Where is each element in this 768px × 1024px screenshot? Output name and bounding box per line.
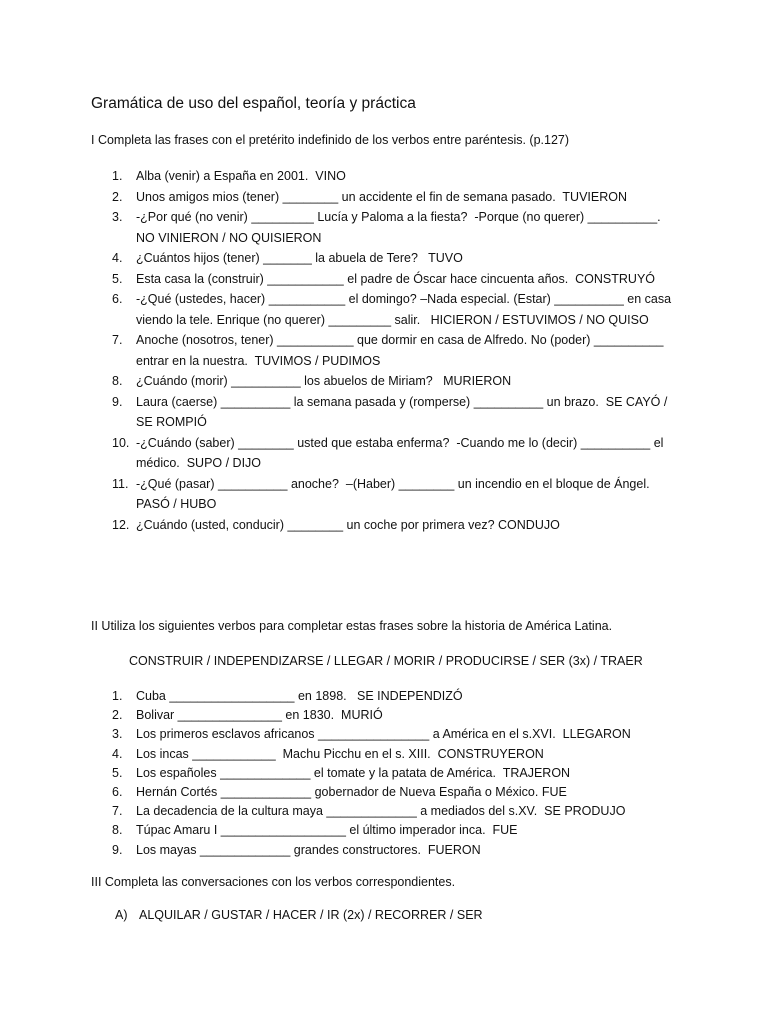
- list-item: 4. Los incas ____________ Machu Picchu en el s. XIII. CONSTRUYERON: [112, 746, 544, 761]
- verb-bank: CONSTRUIR / INDEPENDIZARSE / LLEGAR / MORIR / PRODUCIRSE / SER (3x) / TRAER: [129, 654, 643, 668]
- list-item: 10. -¿Cuándo (saber) ________ usted que estaba enferma? -Cuando me lo (decir) __________ el médico. SUPO / DIJO: [112, 435, 667, 470]
- list-item: 8. ¿Cuándo (morir) __________ los abuelos de Miriam? MURIERON: [112, 374, 512, 388]
- list-item: 3. Los primeros esclavos africanos ________________ a América en el s.XVI. LLEGARON: [112, 727, 631, 742]
- section-one-list: [112, 166, 677, 535]
- list-item: 9. Laura (caerse) __________ la semana pasada y (romperse) __________ un brazo. SE CAYÓ / SE ROMPIÓ: [112, 394, 671, 429]
- section-three-heading: III Completa las conversaciones con los verbos correspondientes.: [91, 875, 456, 889]
- list-item: 7. Anoche (nosotros, tener) ___________ que dormir en casa de Alfredo. No (poder) __________ entrar en la nuestra. TUVIMOS / PUDIMOS: [112, 333, 667, 368]
- list-item: 12. ¿Cuándo (usted, conducir) ________ un coche por primera vez? CONDUJO: [112, 517, 560, 532]
- list-item: 2. Unos amigos mios (tener) ________ un accidente el fin de semana pasado. TUVIERON: [112, 189, 628, 204]
- section-one-heading: I Completa las frases con el pretérito indefinido de los verbos entre paréntesis. (p.127): [91, 133, 570, 147]
- list-item: 2. Bolivar _______________ en 1830. MURIÓ: [112, 708, 383, 723]
- section-two-list: [112, 687, 677, 860]
- list-item: 6. Hernán Cortés _____________ gobernador de Nueva España o México. FUE: [112, 785, 567, 800]
- list-item: 5. Esta casa la (construir) ___________ el padre de Óscar hace cincuenta años. CONSTRUYÓ: [112, 271, 656, 286]
- list-item: 3. -¿Por qué (no venir) _________ Lucía y Paloma a la fiesta? -Porque (no querer) __________. NO VINIERON / NO QUISIERON: [112, 210, 665, 245]
- document-title: Gramática de uso del español, teoría y práctica: [91, 95, 416, 112]
- section-two-heading: II Utiliza los siguientes verbos para completar estas frases sobre la historia de América Latina.: [91, 619, 613, 633]
- list-item: 7. La decadencia de la cultura maya _____________ a mediados del s.XV. SE PRODUJO: [112, 804, 626, 819]
- list-item: 5. Los españoles _____________ el tomate y la patata de América. TRAJERON: [112, 765, 571, 780]
- list-item: 1. Alba (venir) a España en 2001. VINO: [112, 169, 346, 183]
- list-item: 4. ¿Cuántos hijos (tener) _______ la abuela de Tere? TUVO: [112, 251, 463, 265]
- list-item: 8. Túpac Amaru I __________________ el último imperador inca. FUE: [112, 823, 518, 838]
- list-item: 6. -¿Qué (ustedes, hacer) ___________ el domingo? –Nada especial. (Estar) __________ en casa viendo la tele. Enrique (no querer) _________ salir. HICIERON / ESTUVIMOS / NO QUISO: [112, 292, 675, 327]
- subsection-a-verbs: ALQUILAR / GUSTAR / HACER / IR (2x) / RECORRER / SER: [139, 908, 483, 922]
- list-item: 1. Cuba __________________ en 1898. SE INDEPENDIZÓ: [112, 689, 463, 703]
- list-item: 11. -¿Qué (pasar) __________ anoche? –(Haber) ________ un incendio en el bloque de Ángel. PASÓ / HUBO: [112, 476, 657, 511]
- subsection-a: [115, 908, 483, 922]
- list-item: 9. Los mayas _____________ grandes constructores. FUERON: [112, 842, 481, 857]
- subsection-a-letter: A): [115, 908, 128, 922]
